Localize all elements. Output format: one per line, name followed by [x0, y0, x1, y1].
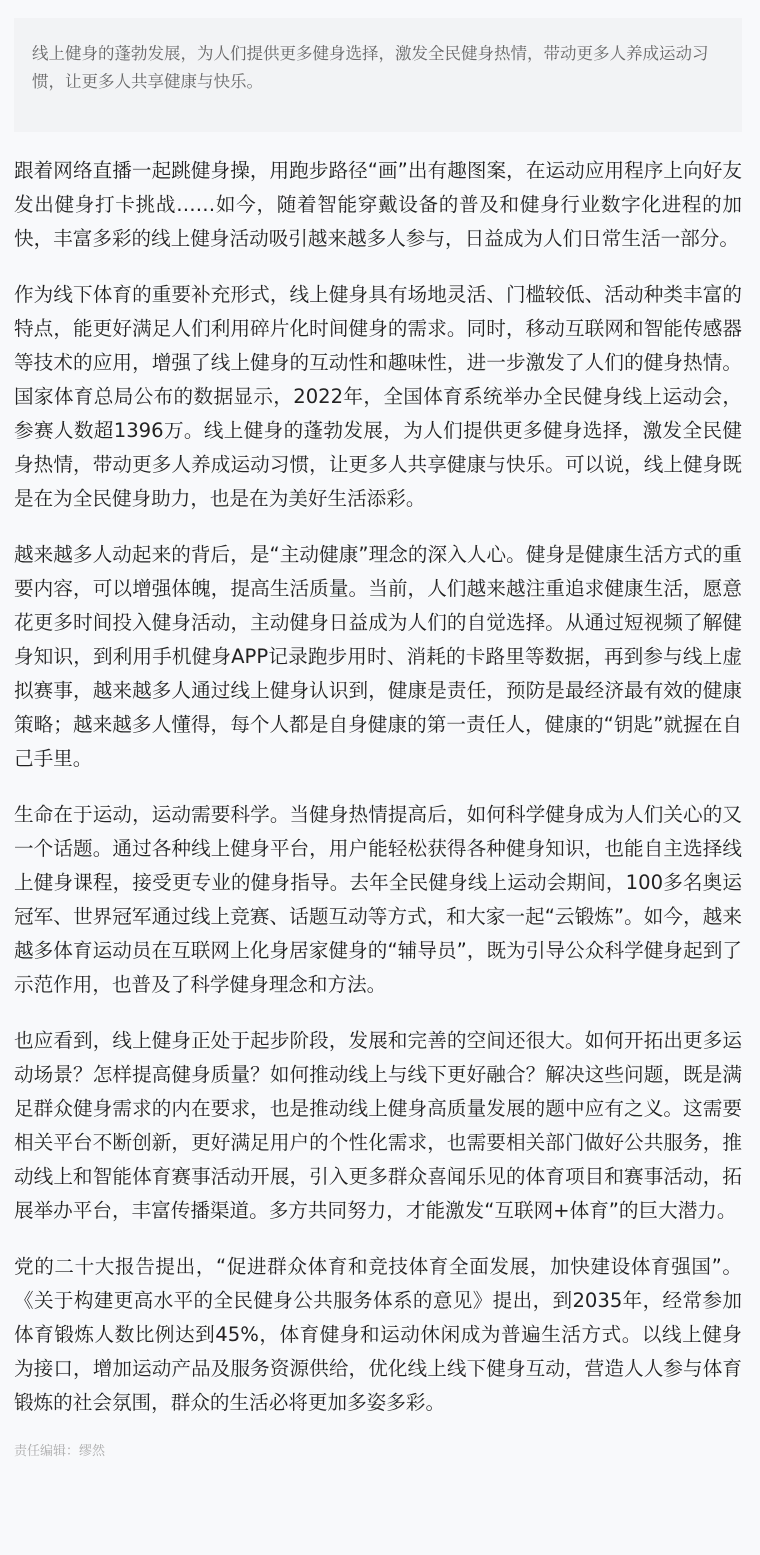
paragraph: 作为线下体育的重要补充形式，线上健身具有场地灵活、门槛较低、活动种类丰富的特点，能更好满足人们利用碎片化时间健身的需求。同时，移动互联网和智能传感器等技术的应用，增强了线上健身的互动性和趣味性，进一步激发了人们的健身热情。国家体育总局公布的数据显示，2022年，全国体育系统举办全民健身线上运动会，参赛人数超1396万。线上健身的蓬勃发展，为人们提供更多健身选择，激发全民健身热情，带动更多人养成运动习惯，让更多人共享健康与快乐。可以说，线上健身既是在为全民健身助力，也是在为美好生活添彩。: [14, 283, 742, 510]
paragraph: 生命在于运动，运动需要科学。当健身热情提高后，如何科学健身成为人们关心的又一个话题。通过各种线上健身平台，用户能轻松获得各种健身知识，也能自主选择线上健身课程，接受更专业的健身指导。去年全民健身线上运动会期间，100多名奥运冠军、世界冠军通过线上竞赛、话题互动等方式，和大家一起“云锻炼”。如今，越来越多体育运动员在互联网上化身居家健身的“辅导员”，既为引导公众科学健身起到了示范作用，也普及了科学健身理念和方法。: [14, 803, 742, 996]
article-summary: 线上健身的蓬勃发展，为人们提供更多健身选择，激发全民健身热情，带动更多人养成运动习惯，让更多人共享健康与快乐。: [14, 18, 742, 132]
paragraph: 党的二十大报告提出，“促进群众体育和竞技体育全面发展，加快建设体育强国”。《关于构建更高水平的全民健身公共服务体系的意见》提出，到2035年，经常参加体育锻炼人数比例达到45%，体育健身和运动休闲成为普遍生活方式。以线上健身为接口，增加运动产品及服务资源供给，优化线上线下健身互动，营造人人参与体育锻炼的社会氛围，群众的生活必将更加多姿多彩。: [14, 1255, 742, 1414]
paragraph: 越来越多人动起来的背后，是“主动健康”理念的深入人心。健身是健康生活方式的重要内容，可以增强体魄，提高生活质量。当前，人们越来越注重追求健康生活，愿意花更多时间投入健身活动，主动健身日益成为人们的自觉选择。从通过短视频了解健身知识，到利用手机健身APP记录跑步用时、消耗的卡路里等数据，再到参与线上虚拟赛事，越来越多人通过线上健身认识到，健康是责任，预防是最经济最有效的健康策略；越来越多人懂得，每个人都是自身健康的第一责任人，健康的“钥匙”就握在自己手里。: [14, 543, 742, 770]
responsible-editor: 责任编辑：缪然: [14, 1444, 106, 1459]
paragraph: 跟着网络直播一起跳健身操，用跑步路径“画”出有趣图案，在运动应用程序上向好友发出健身打卡挑战……如今，随着智能穿戴设备的普及和健身行业数字化进程的加快，丰富多彩的线上健身活动吸引越来越多人参与，日益成为人们日常生活一部分。: [14, 159, 742, 250]
paragraph: 也应看到，线上健身正处于起步阶段，发展和完善的空间还很大。如何开拓出更多运动场景？怎样提高健身质量？如何推动线上与线下更好融合？解决这些问题，既是满足群众健身需求的内在要求，也是推动线上健身高质量发展的题中应有之义。这需要相关平台不断创新，更好满足用户的个性化需求，也需要相关部门做好公共服务，推动线上和智能体育赛事活动开展，引入更多群众喜闻乐见的体育项目和赛事活动，拓展举办平台，丰富传播渠道。多方共同努力，才能激发“互联网+体育”的巨大潜力。: [14, 1029, 742, 1222]
